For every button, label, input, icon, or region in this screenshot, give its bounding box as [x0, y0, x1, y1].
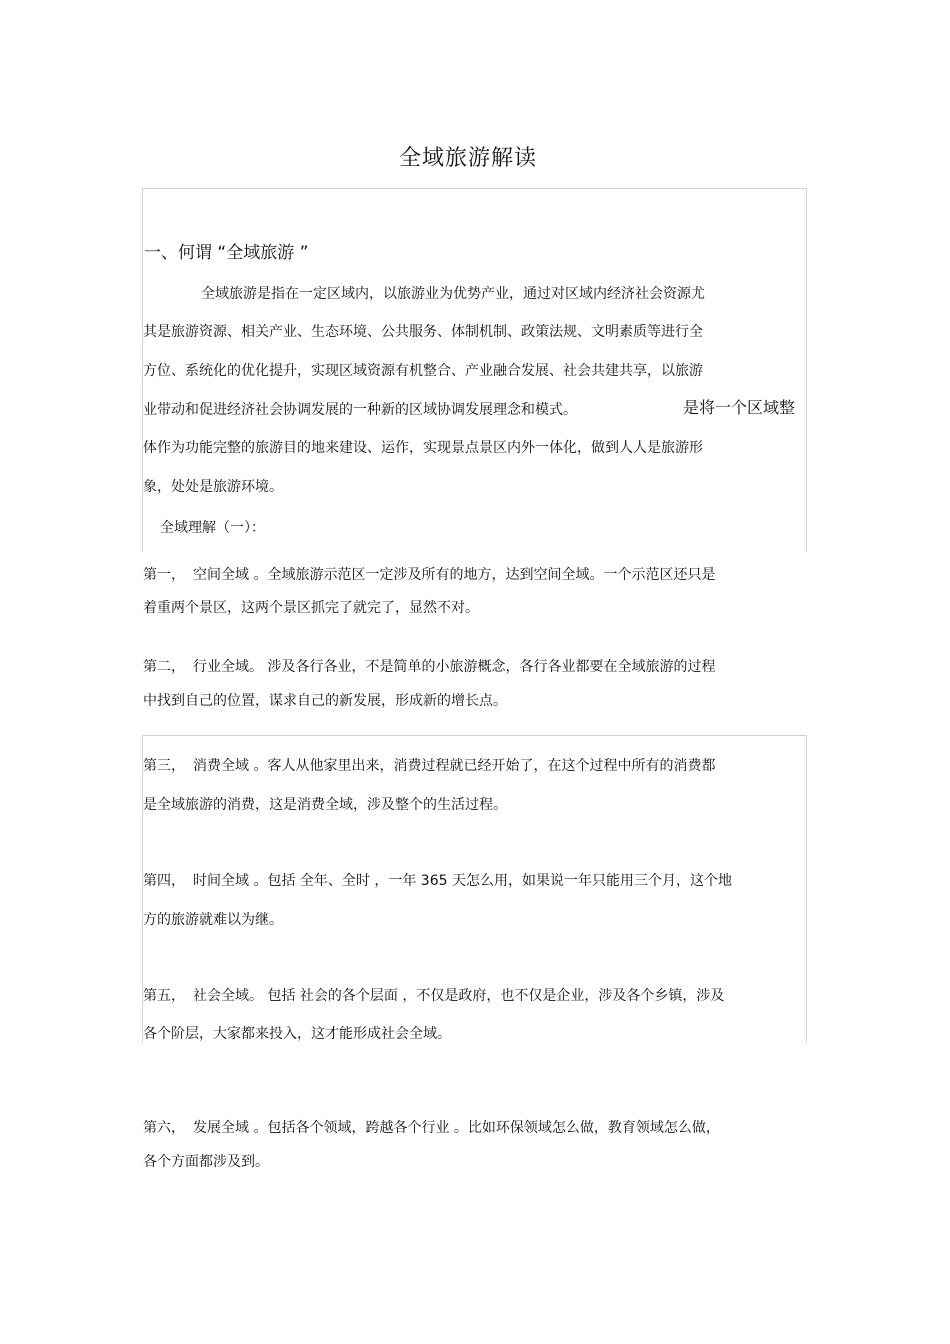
item-text: 行业全域。 涉及各行各业，不是简单的小旅游概念，各行各业都要在全域旅游的过程 [193, 659, 716, 675]
item-label: 第三， [143, 758, 185, 774]
item-text: 方的旅游就难以为继。 [143, 912, 283, 928]
item-text: 是全域旅游的消费，这是消费全域，涉及整个的生活过程。 [143, 797, 507, 813]
paragraph-line: 象，处处是旅游环境。 [143, 479, 283, 495]
document-title: 全域旅游解读 [398, 146, 537, 171]
paragraph-line-tail: 是将一个区域整 [683, 398, 796, 417]
paragraph-line: 其是旅游资源、相关产业、生态环境、公共服务、体制机制、政策法规、文明素质等进行全 [143, 324, 703, 340]
paragraph-line: 体作为功能完整的旅游目的地来建设、运作，实现景点景区内外一体化，做到人人是旅游形 [143, 440, 703, 456]
paragraph-line: 全域旅游是指在一定区域内，以旅游业为优势产业，通过对区域内经济社会资源尤 [201, 286, 705, 302]
section-heading: 一、何谓 “全域旅游 ” [144, 243, 309, 263]
paragraph-line: 方位、系统化的优化提升，实现区域资源有机整合、产业融合发展、社会共建共享，以旅游 [143, 363, 703, 379]
item-text: 各个方面都涉及到。 [143, 1154, 269, 1170]
item-text: 消费全域 。客人从他家里出来，消费过程就已经开始了，在这个过程中所有的消费都 [193, 758, 716, 774]
item-text: 着重两个景区，这两个景区抓完了就完了，显然不对。 [143, 600, 479, 616]
item-label: 第五， [143, 988, 185, 1004]
item-text: 中找到自己的位置，谋求自己的新发展，形成新的增长点。 [143, 693, 507, 709]
item-label: 第一， [143, 567, 185, 583]
understanding-label: 全域理解（一）： [160, 520, 265, 536]
item-text: 时间全域 。包括 全年、全时 ，一年 365 天怎么用，如果说一年只能用三个月，这个地 [193, 873, 732, 889]
paragraph-line: 业带动和促进经济社会协调发展的一种新的区域协调发展理念和模式。 [143, 402, 577, 418]
item-text: 社会全域。 包括 社会的各个层面 ，不仅是政府，也不仅是企业，涉及各个乡镇，涉及 [193, 988, 725, 1004]
item-text: 发展全域 。包括各个领域，跨越各个行业 。比如环保领域怎么做，教育领域怎么做， [193, 1120, 720, 1136]
item-label: 第四， [143, 873, 185, 889]
item-text: 各个阶层，大家都来投入，这才能形成社会全域。 [143, 1026, 451, 1042]
item-label: 第六， [143, 1120, 185, 1136]
item-text: 空间全域 。全域旅游示范区一定涉及所有的地方，达到空间全域。一个示范区还只是 [193, 567, 716, 583]
item-label: 第二， [143, 659, 185, 675]
